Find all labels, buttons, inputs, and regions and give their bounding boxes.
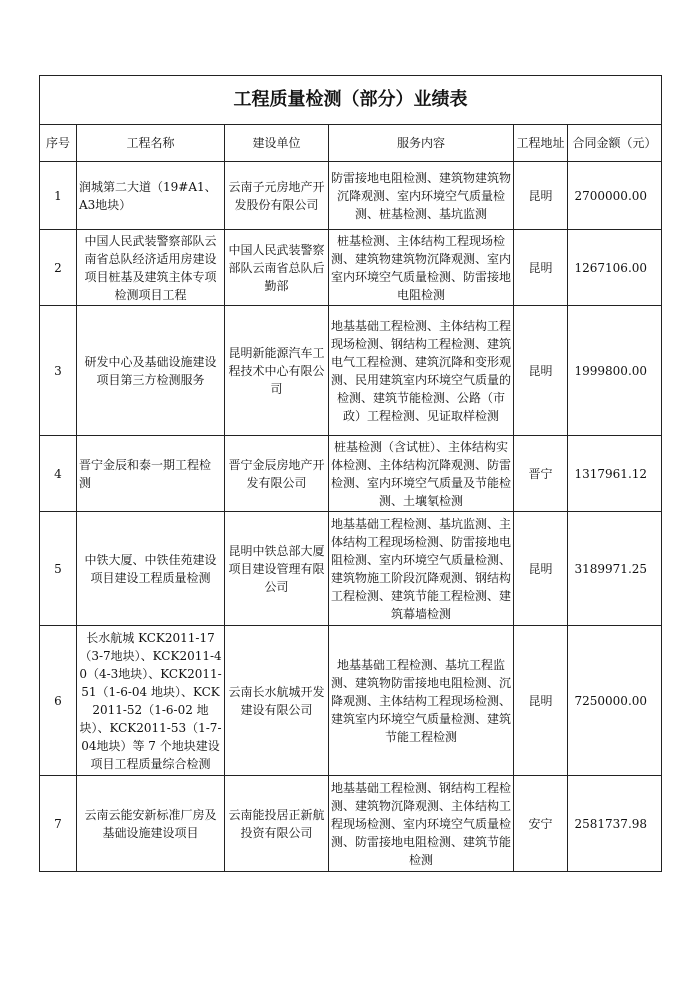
row-location: 昆明 [514,230,568,306]
row-name: 中国人民武装警察部队云南省总队经济适用房建设项目桩基及建筑主体专项检测项目工程 [77,230,225,306]
row-location: 昆明 [514,306,568,436]
table-row [40,162,662,230]
header-unit: 建设单位 [225,125,329,162]
row-no: 4 [40,436,77,512]
row-service: 桩基检测（含试桩）、主体结构实体检测、主体结构沉降观测、防雷检测、室内环境空气质量及节能检测、土壤氡检测 [329,436,514,512]
row-unit: 云南长水航城开发建设有限公司 [225,626,329,776]
row-service: 桩基检测、主体结构工程现场检测、建筑物建筑物沉降观测、室内室内环境空气质量检测、防雷接地电阻检测 [329,230,514,306]
row-amount: 2581737.98 [568,776,662,872]
row-unit: 中国人民武装警察部队云南省总队后勤部 [225,230,329,306]
row-service: 地基基础工程检测、基坑工程监测、建筑物防雷接地电阻检测、沉降观测、主体结构工程现场检测、建筑室内环境空气质量检测、建筑节能工程检测 [329,626,514,776]
row-no: 3 [40,306,77,436]
row-amount: 1317961.12 [568,436,662,512]
row-location: 安宁 [514,776,568,872]
table-title: 工程质量检测（部分）业绩表 [40,76,662,125]
header-no: 序号 [40,125,77,162]
row-location: 昆明 [514,626,568,776]
row-unit: 晋宁金辰房地产开发有限公司 [225,436,329,512]
row-unit: 云南能投居正新航投资有限公司 [225,776,329,872]
row-unit: 昆明新能源汽车工程技术中心有限公司 [225,306,329,436]
row-service: 防雷接地电阻检测、建筑物建筑物沉降观测、室内环境空气质量检测、桩基检测、基坑监测 [329,162,514,230]
row-name: 长水航城 KCK2011-17（3-7地块）、KCK2011-40（4-3地块）、KCK2011-51（1-6-04 地块）、KCK2011-52（1-6-02 地块）、KCK2011-53（1-7-04地块）等 7 个地块建设项目工程质量综合检测 [77,626,225,776]
row-name: 云南云能安新标准厂房及基础设施建设项目 [77,776,225,872]
row-amount: 1267106.00 [568,230,662,306]
row-no: 1 [40,162,77,230]
row-service: 地基基础工程检测、钢结构工程检测、建筑物沉降观测、主体结构工程现场检测、室内环境空气质量检测、防雷接地电阻检测、建筑节能检测 [329,776,514,872]
performance-table [39,75,662,872]
row-no: 6 [40,626,77,776]
row-amount: 2700000.00 [568,162,662,230]
row-location: 晋宁 [514,436,568,512]
title-row [40,76,662,125]
table-row [40,436,662,512]
table-row [40,512,662,626]
row-location: 昆明 [514,162,568,230]
row-name: 晋宁金辰和泰一期工程检测 [77,436,225,512]
row-name: 润城第二大道（19#A1、A3地块） [77,162,225,230]
row-name: 研发中心及基础设施建设项目第三方检测服务 [77,306,225,436]
row-unit: 昆明中铁总部大厦项目建设管理有限公司 [225,512,329,626]
header-name: 工程名称 [77,125,225,162]
row-amount: 7250000.00 [568,626,662,776]
row-amount: 1999800.00 [568,306,662,436]
row-amount: 3189971.25 [568,512,662,626]
row-no: 5 [40,512,77,626]
row-location: 昆明 [514,512,568,626]
header-row [40,125,662,162]
performance-sheet [39,75,661,872]
row-name: 中铁大厦、中铁佳苑建设项目建设工程质量检测 [77,512,225,626]
row-unit: 云南子元房地产开发股份有限公司 [225,162,329,230]
table-row [40,776,662,872]
table-row [40,230,662,306]
table-row [40,306,662,436]
header-service: 服务内容 [329,125,514,162]
row-no: 7 [40,776,77,872]
header-location: 工程地址 [514,125,568,162]
header-amount: 合同金额（元） [568,125,662,162]
table-row [40,626,662,776]
row-service: 地基基础工程检测、基坑监测、主体结构工程现场检测、防雷接地电阻检测、室内环境空气质量检测、建筑物施工阶段沉降观测、钢结构工程检测、建筑节能工程检测、建筑幕墙检测 [329,512,514,626]
row-service: 地基基础工程检测、主体结构工程现场检测、钢结构工程检测、建筑电气工程检测、建筑沉降和变形观测、民用建筑室内环境空气质量的检测、建筑节能检测、公路（市政）工程检测、见证取样检测 [329,306,514,436]
row-no: 2 [40,230,77,306]
